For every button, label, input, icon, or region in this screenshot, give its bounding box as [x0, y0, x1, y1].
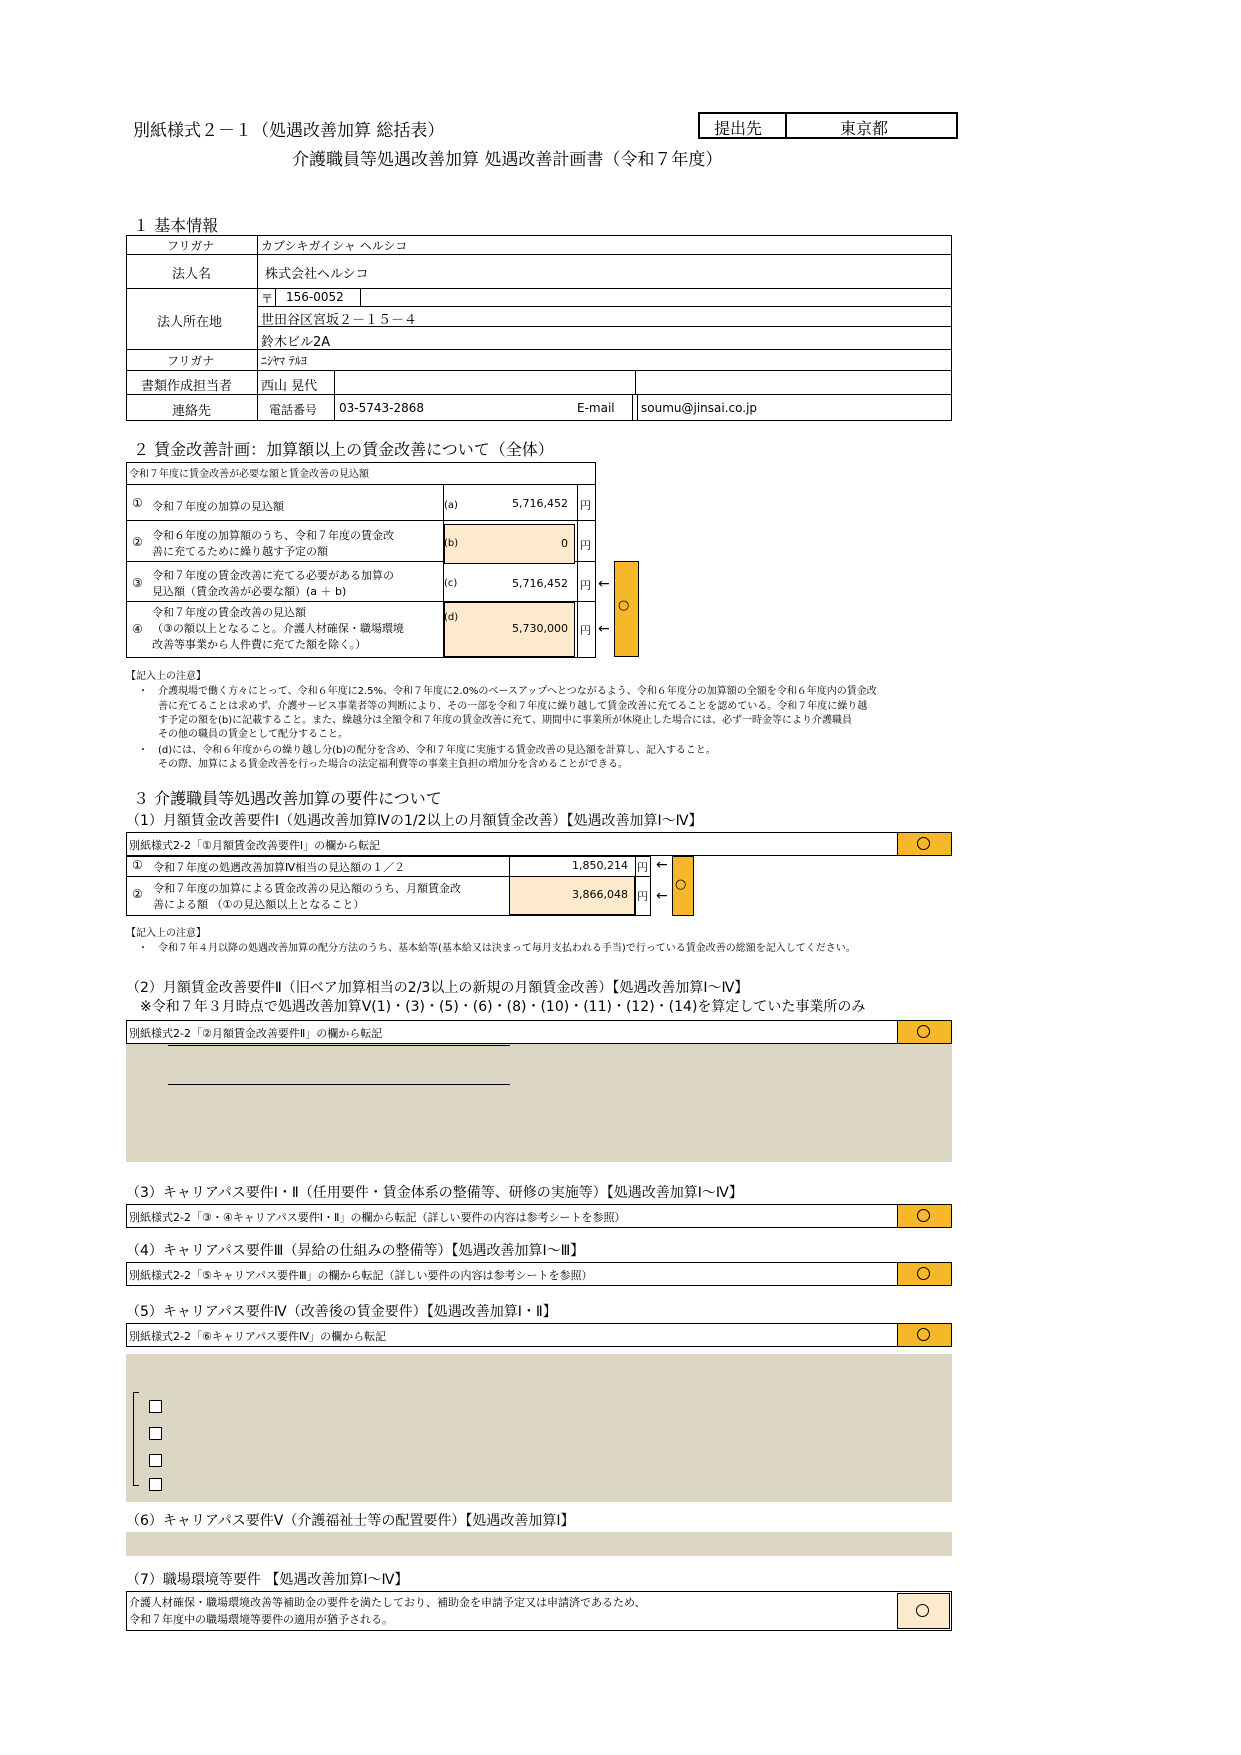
circle-mark	[917, 1267, 930, 1280]
wage-result-cell	[614, 561, 639, 657]
row1-label: 令和７年度の加算の見込額	[152, 500, 284, 513]
sub7-title: （7）職場環境等要件 【処遇改善加算Ⅰ～Ⅳ】	[126, 1572, 409, 1588]
sub7-line1: 介護人材確保・職場環境改善等補助金の要件を満たしており、補助金を申請予定又は申請済であるため、	[129, 1596, 646, 1609]
phone-label: 電話番号	[269, 403, 318, 417]
sub1-result-cell	[897, 832, 952, 856]
sub5-transfer-row	[126, 1323, 952, 1347]
checkbox[interactable]	[149, 1478, 162, 1491]
sub7-result-cell	[897, 1593, 950, 1629]
circle-mark	[917, 837, 930, 850]
row4-unit: 円	[580, 624, 591, 637]
note-line: その他の職員の賃金として配分すること。	[138, 729, 348, 740]
address-line1: 世田谷区宮坂２－１５－４	[261, 313, 418, 328]
circle-mark	[917, 1209, 930, 1222]
writer-label: 書類作成担当者	[141, 379, 233, 394]
section3-title: ３ 介護職員等処遇改善加算の要件について	[133, 789, 442, 808]
circle-mark: ○	[618, 598, 630, 613]
arrow-icon: ←	[598, 621, 610, 637]
sub4-title: （4）キャリアパス要件Ⅲ（昇給の仕組みの整備等）【処遇改善加算Ⅰ～Ⅲ】	[126, 1243, 585, 1259]
email-value: soumu@jinsai.co.jp	[641, 401, 758, 415]
note-line: 善に充てることは求めず、介護サービス事業者等の判断により、その一部を令和７年度に繰り越して賃金改善に充てることを認めている。令和７年度に繰り越	[138, 701, 868, 712]
row1-unit: 円	[580, 499, 591, 512]
sub2-transfer-label: 別紙様式2-2「②月額賃金改善要件Ⅱ」の欄から転記	[129, 1027, 383, 1040]
form-title: 別紙様式２－１（処遇改善加算 総括表）	[133, 121, 445, 141]
row2-value[interactable]: 0	[561, 537, 568, 550]
sub1-row1-unit: 円	[637, 861, 648, 874]
submit-box	[698, 112, 958, 139]
furigana-label: フリガナ	[167, 239, 215, 253]
row2-label2: 善に充てるために繰り越す予定の額	[152, 545, 328, 558]
sub1-row1-value: 1,850,214	[572, 859, 628, 872]
row4-label3: 改善等事業から人件費に充てた額を除く。）	[152, 638, 367, 651]
sub7-row	[126, 1591, 952, 1631]
sub7-line2: 令和７年度中の職場環境等要件の適用が猶予される。	[129, 1613, 393, 1626]
row3-label1: 令和７年度の賃金改善に充てる必要がある加算の	[152, 569, 394, 582]
sub5-detail-area	[126, 1354, 952, 1502]
row4-tag: (d)	[444, 612, 459, 623]
sub1-transfer-row	[126, 832, 952, 856]
note-line: ・ 介護現場で働く方々にとって、令和６年度に2.5%、令和７年度に2.0%のベースアップへとつながるよう、令和６年度分の加算額の全額を令和６年度内の賃金改	[138, 686, 877, 697]
section1-title: １ 基本情報	[133, 216, 219, 235]
sub1-row1-label: 令和７年度の処遇改善加算Ⅳ相当の見込額の１／２	[153, 861, 406, 874]
sub1-row2-label2: 善による額 （①の見込額以上となること）	[153, 898, 365, 911]
sub3-title: （3）キャリアパス要件Ⅰ・Ⅱ（任用要件・賃金体系の整備等、研修の実施等）【処遇改善加算Ⅰ～Ⅳ】	[126, 1185, 743, 1201]
wage-table-header: 令和７年度に賃金改善が必要な額と賃金改善の見込額	[129, 469, 369, 480]
row4-num: ④	[132, 622, 143, 636]
sub1-note: ・ 令和７年４月以降の処遇改善加算の配分方法のうち、基本給等(基本給又は決まって毎月支払われる手当)で行っている賃金改善の総額を記入してください。	[138, 943, 856, 954]
note-line: その際、加算による賃金改善を行った場合の法定福利費等の事業主負担の増加分を含めることができる。	[138, 759, 628, 770]
sub1-row2-num: ②	[132, 887, 143, 901]
row3-num: ③	[132, 576, 143, 590]
postal-mark: 〒	[261, 292, 274, 306]
sub4-result-cell	[897, 1262, 952, 1286]
sub1-row2-unit: 円	[637, 890, 648, 903]
writer-furigana: ﾆｼﾔﾏ ﾃﾙﾖ	[261, 354, 307, 368]
checkbox[interactable]	[149, 1400, 162, 1413]
sub3-result-cell	[897, 1204, 952, 1228]
address-line2: 鈴木ビル2A	[261, 335, 331, 350]
row2-unit: 円	[580, 539, 591, 552]
sub5-result-cell	[897, 1323, 952, 1347]
notes-title: 【記入上の注意】	[126, 671, 206, 682]
sub2-title: （2）月額賃金改善要件Ⅱ（旧ベア加算相当の2/3以上の新規の月額賃金改善）【処遇改善加算Ⅰ～Ⅳ】	[126, 980, 749, 996]
corp-name: 株式会社ヘルシコ	[265, 267, 369, 282]
sub1-row2-value[interactable]: 3,866,048	[572, 888, 628, 901]
row4-label2: （③の額以上となること。介護人材確保・職場環境	[152, 622, 404, 635]
corp-furigana: カブシキガイシャ ヘルシコ	[261, 239, 408, 253]
checkbox[interactable]	[149, 1454, 162, 1467]
section2-title: ２ 賃金改善計画：加算額以上の賃金改善について（全体）	[133, 440, 554, 459]
row3-value: 5,716,452	[512, 577, 568, 590]
writer-furigana-label: フリガナ	[167, 354, 215, 368]
email-label: E-mail	[577, 401, 615, 415]
row2-num: ②	[132, 535, 143, 549]
row2-tag: (b)	[444, 538, 459, 549]
contact-label: 連絡先	[172, 404, 212, 419]
sub5-title: （5）キャリアパス要件Ⅳ（改善後の賃金要件）【処遇改善加算Ⅰ・Ⅱ】	[126, 1304, 557, 1320]
row3-label2: 見込額（賃金改善が必要な額）(a ＋ b)	[152, 585, 347, 598]
main-title: 介護職員等処遇改善加算 処遇改善計画書（令和７年度）	[292, 150, 723, 170]
sub5-transfer-label: 別紙様式2-2「⑥キャリアパス要件Ⅳ」の欄から転記	[129, 1330, 387, 1343]
sub4-transfer-row	[126, 1262, 952, 1286]
note-line: ・ (d)には、令和６年度からの繰り越し分(b)の配分を含め、令和７年度に実施する賃金改善の見込額を計算し、記入すること。	[138, 745, 716, 756]
sub1-title: （1）月額賃金改善要件Ⅰ（処遇改善加算Ⅳの1/2以上の月額賃金改善）【処遇改善加算Ⅰ～Ⅳ】	[126, 813, 703, 829]
circle-mark	[917, 1328, 930, 1341]
arrow-icon: ←	[656, 888, 668, 904]
row3-unit: 円	[580, 579, 591, 592]
row1-value: 5,716,452	[512, 497, 568, 510]
row4-label1: 令和７年度の賃金改善の見込額	[152, 606, 306, 619]
sub2-subtitle: ※令和７年３月時点で処遇改善加算Ⅴ(1)・(3)・(5)・(6)・(8)・(10)・(11)・(12)・(14)を算定していた事業所のみ	[140, 999, 866, 1015]
arrow-icon: ←	[656, 857, 668, 873]
basic-info-table	[126, 235, 952, 421]
sub3-transfer-label: 別紙様式2-2「③・④キャリアパス要件Ⅰ・Ⅱ」の欄から転記（詳しい要件の内容は参考シートを参照）	[129, 1211, 626, 1224]
arrow-icon: ←	[598, 576, 610, 592]
sub3-transfer-row	[126, 1204, 952, 1228]
address-label: 法人所在地	[157, 315, 223, 330]
corp-name-label: 法人名	[172, 267, 212, 282]
phone-value: 03-5743-2868	[339, 401, 425, 415]
sub2-transfer-row	[126, 1020, 952, 1044]
row1-tag: (a)	[444, 500, 458, 511]
circle-mark	[917, 1025, 930, 1038]
row2-label1: 令和６年度の加算額のうち、令和７年度の賃金改	[152, 529, 394, 542]
submit-label: 提出先	[714, 119, 763, 138]
sub2-result-cell	[897, 1020, 952, 1044]
sub1-row1-num: ①	[132, 858, 143, 872]
row4-value[interactable]: 5,730,000	[512, 622, 568, 635]
sub1-row2-label1: 令和７年度の加算による賃金改善の見込額のうち、月額賃金改	[153, 882, 461, 895]
circle-mark	[916, 1604, 929, 1617]
sub1-mini-result	[672, 856, 694, 916]
row1-num: ①	[132, 496, 143, 510]
sub4-transfer-label: 別紙様式2-2「⑤キャリアパス要件Ⅲ」の欄から転記（詳しい要件の内容は参考シートを参照）	[129, 1269, 593, 1282]
checkbox[interactable]	[149, 1427, 162, 1440]
sub6-title: （6）キャリアパス要件Ⅴ（介護福祉士等の配置要件）【処遇改善加算Ⅰ】	[126, 1513, 575, 1529]
sub1-transfer-label: 別紙様式2-2「①月額賃金改善要件Ⅰ」の欄から転記	[129, 839, 381, 852]
writer-name: 西山 晃代	[261, 379, 318, 394]
postal-code: 156-0052	[286, 290, 344, 304]
row3-tag: (c)	[444, 578, 458, 589]
submit-value: 東京都	[840, 119, 889, 138]
circle-mark: ○	[675, 877, 687, 892]
sub1-notes-title: 【記入上の注意】	[126, 928, 206, 939]
note-line: す予定の額を(b)に記載すること。また、繰越分は全額令和７年度の賃金改善に充て、期間中に事業所が休廃止した場合には、必ず一時金等により介護職員	[138, 715, 852, 726]
sub6-detail-area	[126, 1532, 952, 1556]
sub2-detail-area	[126, 1044, 952, 1162]
